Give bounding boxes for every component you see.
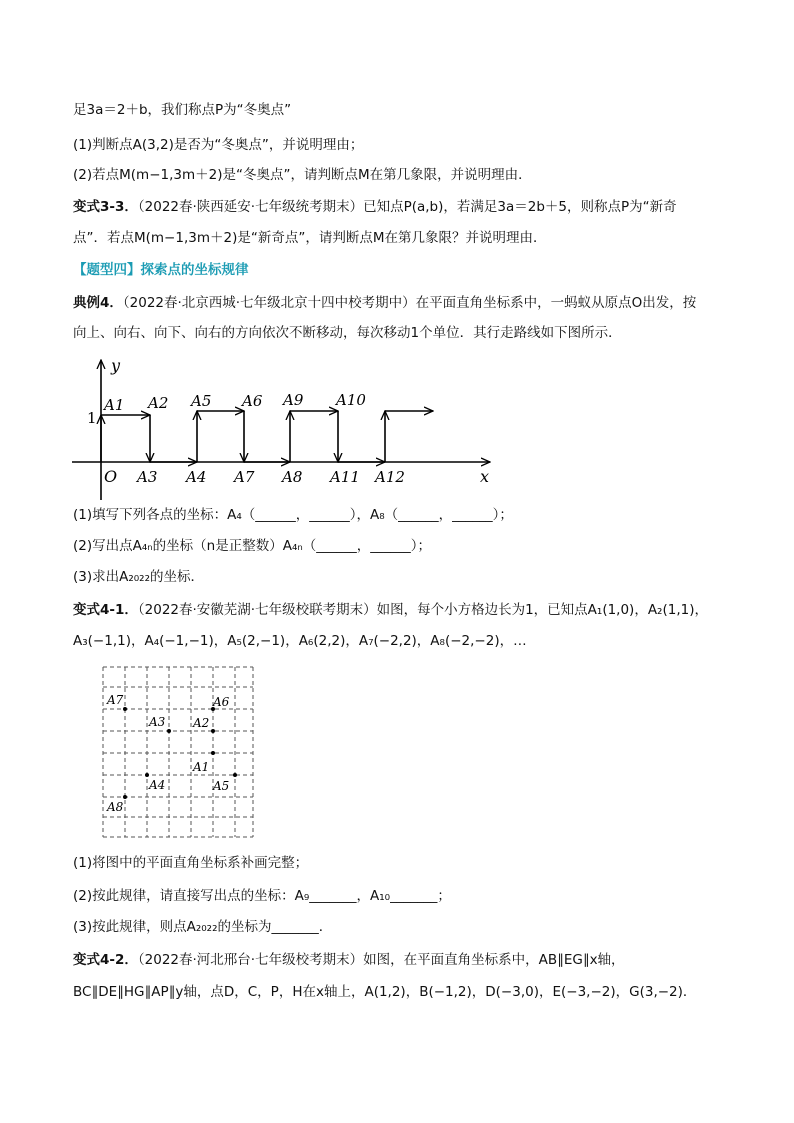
point-label: A11: [330, 468, 360, 486]
point-label: A9: [283, 391, 304, 409]
point-label: A7: [234, 468, 255, 486]
sub-question-1: (1)将图中的平面直角坐标系补画完整；: [73, 855, 309, 871]
x-axis-label: x: [480, 467, 490, 486]
point-label: A5: [191, 392, 212, 410]
variant-label: 变式4-2．: [73, 952, 138, 968]
variant-text: （2022春·陕西延安·七年级统考期末）已知点P(a,b)，若满足3a＝2b＋5，则称点P为“新奇: [137, 199, 677, 215]
point-label: A5: [213, 779, 230, 793]
point-label: A2: [193, 716, 210, 730]
sub-question-2: (2)写出点A₄ₙ的坐标（n是正整数）A₄ₙ（______，______）；: [73, 538, 431, 554]
point-label: A4: [186, 468, 207, 486]
variant-4-1: [73, 600, 708, 620]
point-label: A8: [282, 468, 303, 486]
sub-question-2: (2)按此规律，请直接写出点的坐标：A₉_______，A₁₀_______；: [73, 888, 451, 904]
point-label: A3: [137, 468, 158, 486]
point-label: A1: [104, 396, 125, 414]
variant-text: （2022春·河北邢台·七年级校考期末）如图，在平面直角坐标系中，AB∥EG∥x轴，: [137, 952, 625, 968]
question-1: (1)判断点A(3,2)是否为“冬奥点”，并说明理由；: [73, 137, 364, 153]
point-label: A4: [149, 778, 166, 792]
point-label: A2: [148, 394, 169, 412]
text-line: A₃(−1,1)，A₄(−1,−1)，A₅(2,−1)，A₆(2,2)，A₇(−2,2)，A₈(−2,−2)，…: [73, 633, 527, 649]
text-line: 点”．若点M(m−1,3m＋2)是“新奇点”，请判断点M在第几象限？并说明理由．: [73, 230, 547, 246]
y-axis-label: y: [111, 356, 121, 375]
variant-4-2: [73, 950, 625, 970]
sub-question-1: (1)填写下列各点的坐标：A₄（______，______），A₈（______，______）；: [73, 507, 513, 523]
sub-question-3: (3)按此规律，则点A₂₀₂₂的坐标为_______．: [73, 919, 333, 935]
point-label: A7: [107, 693, 124, 707]
question-2: (2)若点M(m−1,3m＋2)是“冬奥点”，请判断点M在第几象限，并说明理由．: [73, 167, 532, 183]
grid-point: [123, 795, 127, 799]
grid-point: [167, 729, 171, 733]
dotted-grid-figure: [103, 667, 253, 837]
text-line: 足3a＝2＋b，我们称点P为“冬奥点”: [73, 102, 292, 118]
grid-point: [211, 729, 215, 733]
variant-label: 变式4-1．: [73, 602, 138, 618]
point-label: A6: [242, 392, 263, 410]
tick-label: 1: [87, 409, 97, 427]
point-label: A10: [336, 391, 366, 409]
grid-point: [233, 773, 237, 777]
point-label: A1: [193, 760, 210, 774]
grid-point: [123, 707, 127, 711]
text-line: BC∥DE∥HG∥AP∥y轴，点D，C，P，H在x轴上，A(1,2)，B(−1,2)，D(−3,0)，E(−3,−2)，G(3,−2)．: [73, 984, 697, 1000]
point-label: A6: [213, 695, 230, 709]
text-line: 向上、向右、向下、向右的方向依次不断移动，每次移动1个单位．其行走路线如下图所示．: [73, 325, 622, 341]
sub-question-3: (3)求出A₂₀₂₂的坐标．: [73, 569, 205, 585]
grid-point: [211, 751, 215, 755]
section-heading: 【题型四】探索点的坐标规律: [73, 262, 249, 278]
point-label: A8: [107, 800, 124, 814]
example-text: （2022春·北京西城·七年级北京十四中校考期中）在平面直角坐标系中，一蚂蚁从原点O出发，按: [122, 295, 697, 311]
origin-label: O: [104, 467, 118, 486]
point-label: A12: [375, 468, 405, 486]
variant-text: （2022春·安徽芜湖·七年级校联考期末）如图，每个小方格边长为1，已知点A₁(1,0)，A₂(1,1)，: [137, 602, 708, 618]
point-label: A3: [149, 715, 166, 729]
grid-point: [145, 773, 149, 777]
example-label: 典例4．: [73, 295, 123, 311]
variant-label: 变式3-3．: [73, 199, 138, 215]
